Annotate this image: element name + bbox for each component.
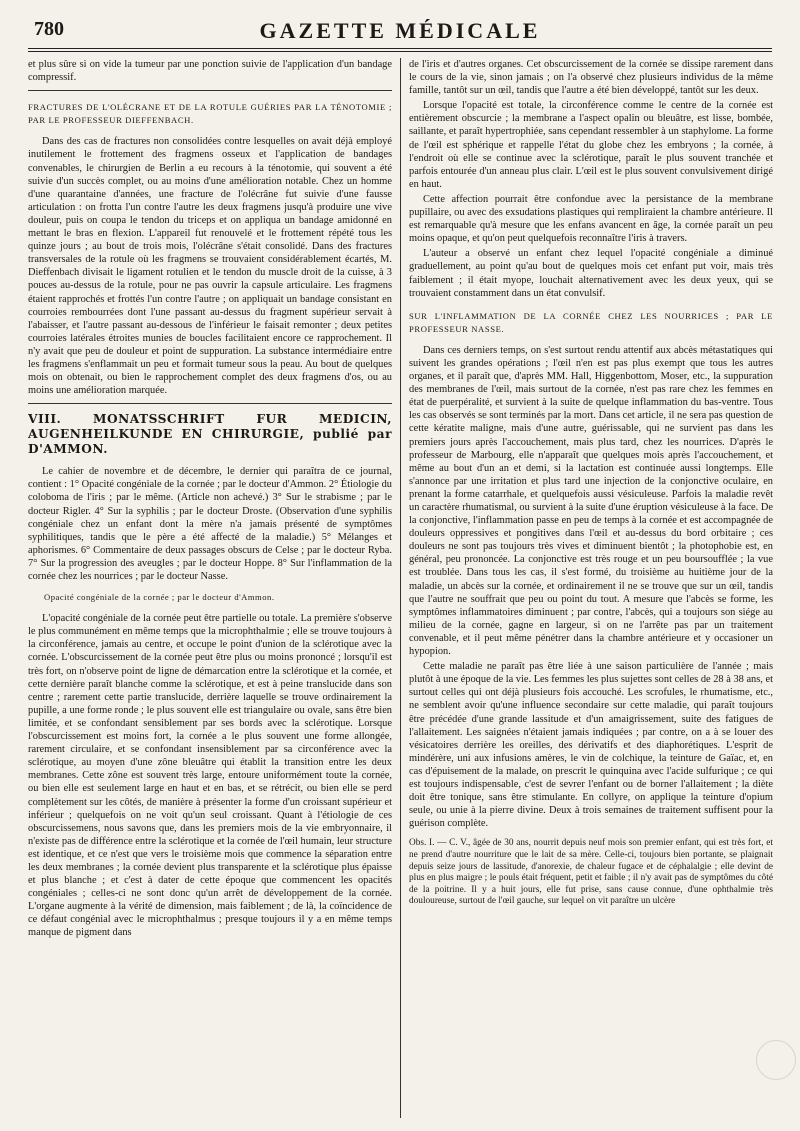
header-rule-double <box>28 51 772 52</box>
observation-block <box>409 838 773 908</box>
observation-paragraph: Obs. I. — C. V., âgée de 30 ans, nourrit depuis neuf mois son premier enfant, qui est très fort, et ne prend d'autre nourriture que le lait de sa mère. Celle-ci, toujours bien portante, se plaignait depuis seize jours de lassitude, d'anorexie, de chaleur fugace et de céphalalgie ; elle devint de plus en plus maigre ; le pouls était fréquent, petit et faible ; il n'y avait pas de symptômes du côté de la poitrine. Il y a huit jours, elle fut prise, sans cause connue, d'une ophthalmie très douloureuse, surtout de l'œil gauche, sur lequel on vit paraître un ulcère <box>409 838 773 907</box>
section-divider <box>28 90 392 91</box>
etiology-paragraph: Cette maladie ne paraît pas être liée à une saison particulière de l'année ; mais plutôt à une époque de la vie. Les femmes les plus sujettes sont celles de 28 à 38 ans, et surtout celles qui ont déjà plusieurs fois accouché. Les scrofules, le rhumatisme, etc., ne semblent avoir qu'une influence secondaire sur cette maladie, qui paraît toujours être précédée d'une grande lassitude et d'un amaigrissement, suite des fatigues de l'allaitement. Les saignées n'étaient jamais indiquées ; par contre, on a à se louer des vésicatoires derrière les oreilles, des dérivatifs et des diaphorétiques. L'esprit de mindérère, uni aux infusions amères, le vin de colchique, la teinture de Gaïac, et, en cas d'épuisement de la malade, on prescrit le quinquina avec l'acide sulfurique ; ce qui est toujours indispensable, c'est de sevrer l'enfant ou de borner l'allaitement ; la diète doit être tonique, sans être stimulante. En collyre, on applique la teinture d'opium seule, ou unie à la pierre divine. Deux à trois semaines de traitement suffisent pour la guérison complète. <box>409 661 773 830</box>
header-rule <box>28 48 772 49</box>
page-header <box>28 18 772 44</box>
subsection-title-opacite: Opacité congéniale de la cornée ; par le docteur d'Ammon. <box>44 592 275 603</box>
opacity-paragraph: L'opacité congéniale de la cornée peut être partielle ou totale. La première s'observe le plus communément en même temps que la microphthalmie ; elle se trouve toujours à la circonférence, jamais au centre, et occupe le point d'union de la sclérotique avec la cornée. L'obscurcissement de la cornée peut être plus ou moins prononcé ; lorsqu'il est très fort, on n'observe point de ligne de démarcation entre la sclérotique et la cornée, et cette dernière paraît blanche comme la sclérotique, et est à peine translucide dans son centre ; rarement cette partie translucide, derrière laquelle se trouve ordinairement la pupille, a une forme ronde ; le plus souvent elle est triangulaire ou ovale, sans être bien limitée, et se confondant sensiblement par ses bords avec la sclérotique. Lorsque l'obscurcissement est moins fort, la cornée a le plus souvent une forme allongée, rarement circulaire, et se confondant insensiblement par sa circonférence avec la sclérotique, au moyen d'une zône bleuâtre qui établit la transition entre les deux membranes. Cette zône est souvent très large, entoure uniformément toute la cornée, ou bien elle est seulement large en haut et en bas, et se rétrécit, ou bien elle se perd complètement sur les côtés, de manière à présenter la forme d'un croissant supérieur et inférieur ; quelquefois on ne voit qu'un seul croissant. Quant à l'étiologie de ces obscurcissemens, nous savons que, dans les premiers mois de la vie embryonnaire, il n'existe pas de différence entre la sclérotique et la cornée de l'œil humain, leur structure est identique, et ce n'est que vers le troisième mois que commence la séparation entre les deux membranes ; la cornée devient plus transparente et la sclérotique plus épaisse et plus blanche ; et c'est à dater de cette époque que commencent les opacités congéniales ; celles-ci ne sont donc qu'un arrêt de développement de la cornée. L'organe augmente à la vérité de dimension, mais faiblement ; de là, la coïncidence de ce défaut congénial avec le microphthalmus ; presque toujours il y a en même temps manque de pigment dans <box>28 613 392 939</box>
section-divider <box>28 403 392 404</box>
page-number: 780 <box>34 18 64 40</box>
section-title-nourrices: SUR L'INFLAMMATION DE LA CORNÉE CHEZ LES NOURRICES ; PAR LE PROFESSEUR NASSE. <box>409 310 773 334</box>
total-opacity-paragraph: Lorsque l'opacité est totale, la circonférence comme le centre de la cornée est entièrement obscurcie ; la membrane a l'aspect opalin ou bleuâtre, est lisse, bombée, saillante, et paraît hypertrophiée, sans cependant ressembler à un staphylome. La forme de l'œil est sphérique et rappelle l'état du globe chez les embryons ; la cornée, à l'endroit où elle se continue avec la sclérotique, paraît le plus souvent tranchée et parfois entourée d'un anneau plus clair. L'œil est le plus souvent convulsivement dirigé en haut. <box>409 100 773 190</box>
differential-paragraph: Cette affection pourrait être confondue avec la persistance de la membrane pupillaire, ou avec des exsudations plastiques qui rempliraient la chambre antérieure. Il est remarquable qu'à mesure que les enfans avancent en âge, la cornée paraît un peu moins opaque, et qu'on peut quelquefois reconnaître l'iris à travers. <box>409 193 773 245</box>
section-title-fractures: FRACTURES DE L'OLÉCRANE ET DE LA ROTULE GUÉRIES PAR LA TÉNOTOMIE ; PAR LE PROFESSEUR DIEFFENBACH. <box>28 102 392 126</box>
continuation-paragraph: et plus sûre si on vide la tumeur par une ponction suivie de l'application d'un bandage compressif. <box>28 59 392 84</box>
column-divider <box>400 58 401 1118</box>
keratitis-paragraph: Dans ces derniers temps, on s'est surtout rendu attentif aux abcès métastatiques qui suivent les grandes opérations ; l'œil n'en est pas plus exempt que tous les autres organes, et il paraît que, d'après MM. Hall, Higgenbottom, Moser, etc., la suppuration des membranes de l'œil, mais surtout de la cornée, n'est pas rare chez les femmes en état de puerpéralité, et survient à la suite de quelque inflammation du bas-ventre. Tous les cas observés se sont terminés par la mort. Dans cet article, il ne sera pas question de cette kératite maligne, mais d'une autre, guérissable, qui ne survient pas dans les premiers jours après l'accouchement, mais plus tard, chez les nourrices. D'après le professeur de Marbourg, elle n'apparaît que quelques mois après l'accouchement, et même au bout d'un an et demi, si la lactation est continuée aussi longtemps. Elle s'annonce par une irritation et plus tard une injection de la conjonctive oculaire, en prenant la forme catarrhale, et quelquefois aussi vésiculeuse. Parfois la maladie revêt un caractère rhumatismal, ou survient à la suite d'une éruption vésiculeuse à la face. De la conjonctive, l'inflammation passe en peu de temps à la cornée et est accompagnée de douleurs oppressives et pongitives dans l'œil et au-dessus du bord orbitaire ; ces douleurs ne sont pas toujours très vives et diminuent bientôt ; la photophobie est, en général, peu prononcée. La conjonctive est très rouge et un peu boursoufflée ; la vue est troublée. Dans tous les cas, il s'est formé, du troisième au huitième jour de la maladie, un abcès sur la cornée, et ordinairement il ne se trouve que sur un œil, tandis que l'autre ne souffrait que peu ou point du tout. A mesure que l'abcès se forme, les symptômes inflammatoires diminuent ; par contre, l'abcès, qui a toujours son siége au milieu de la cornée, gagne en largeur, si on ne l'arrête pas par un traitement convenable, et il peut même pénétrer dans la chambre antérieure et y occasioner un hypopion. <box>409 344 773 658</box>
fractures-paragraph: Dans des cas de fractures non consolidées contre lesquelles on avait déjà employé inutilement le frottement des fragmens osseux et l'application de bandages convenables, le chirurgien de Berlin a eu recours à la ténotomie, qui souvent a été suivie d'un succès complet, ou au moins d'une amélioration notable. Chez un homme d'une quarantaine d'années, une fracture de l'olécrâne fut suivie d'une fausse articulation : on frotta l'un contre l'autre les deux fragmens jusqu'à produire une vive douleur, puis on coupa le tendon du triceps et on appliqua un bandage amidonné en mettant le bras en flexion. L'appareil fut renouvelé et le frottement répété tous les quinze jours ; au bout de trois mois, l'olécrâne s'était consolidé. Dans des fractures transversales de la rotule où les fragmens se trouvaient considérablement écartés, M. Dieffenbach divisait le ligament rotulien et le tendon du muscle droit de la cuisse, à 3 pouces au-dessus de la rotule, pour ne pas ouvrir la capsule articulaire. Les fragmens étaient rapprochés et frottés l'un contre l'autre ; on appliquait un bandage consistant en courroies rembourrées dont l'une passant au-dessus du fragment supérieur servait à l'abaisser, et l'autre passant au-dessous de l'inférieur le faisait remonter ; deux petites courroies latérales étroites munies de boucles facilitaient encore ce rapprochement. Il n'y avait que peu de douleur et point de suppuration. La substance intermédiaire entre les fragmens s'enflammait un peu et formait tumeur sous la peau. Au bout de quelques mois on obtenait, ou bien le rapprochement complet des deux fragmens d'os, ou au moins une amélioration marquée. <box>28 136 392 397</box>
case-paragraph: L'auteur a observé un enfant chez lequel l'opacité congéniale a diminué graduellement, au point qu'au bout de quelques mois cet enfant put voir, mais très faiblement ; il était myope, louchait alternativement avec les deux yeux, qui se trouvaient constamment dans un état convulsif. <box>409 248 773 299</box>
left-column <box>28 58 392 1118</box>
journal-title: GAZETTE MÉDICALE <box>259 18 541 43</box>
contents-paragraph: Le cahier de novembre et de décembre, le dernier qui paraîtra de ce journal, contient : 1° Opacité congéniale de la cornée ; par le docteur d'Ammon. 2° Étiologie du coloboma de l'iris ; par le même. (Article non achevé.) 3° Sur le strabisme ; par le docteur Rigler. 4° Sur la syphilis ; par le docteur Droste. (Observation d'une syphilis congéniale chez un enfant dont la mère n'a jamais présenté de symptômes syphilitiques, tandis que le père a été affecté de la maladie.) 5° Mélanges et aphorismes. 6° Commentaire de deux passages obscurs de Celse ; par le docteur Ryba. 7° Sur la progression des aveugles ; par le docteur Hoppe. 8° Sur l'inflammation de la cornée chez les nourrices ; par le docteur Nasse. <box>28 466 392 582</box>
library-stamp <box>756 1040 796 1080</box>
right-column <box>409 58 773 1118</box>
opacity-continuation: de l'iris et d'autres organes. Cet obscurcissement de la cornée se dissipe rarement dans le cours de la vie, sinon jamais ; on l'a observé chez plusieurs individus de la même famille, tantôt sur un œil, tandis que l'autre a été bien développé, tantôt sur les deux. <box>409 59 773 97</box>
journal-section-heading: VIII. MONATSSCHRIFT FUR MEDICIN, AUGENHEILKUNDE EN CHIRURGIE, publié par D'AMMON. <box>28 412 392 457</box>
